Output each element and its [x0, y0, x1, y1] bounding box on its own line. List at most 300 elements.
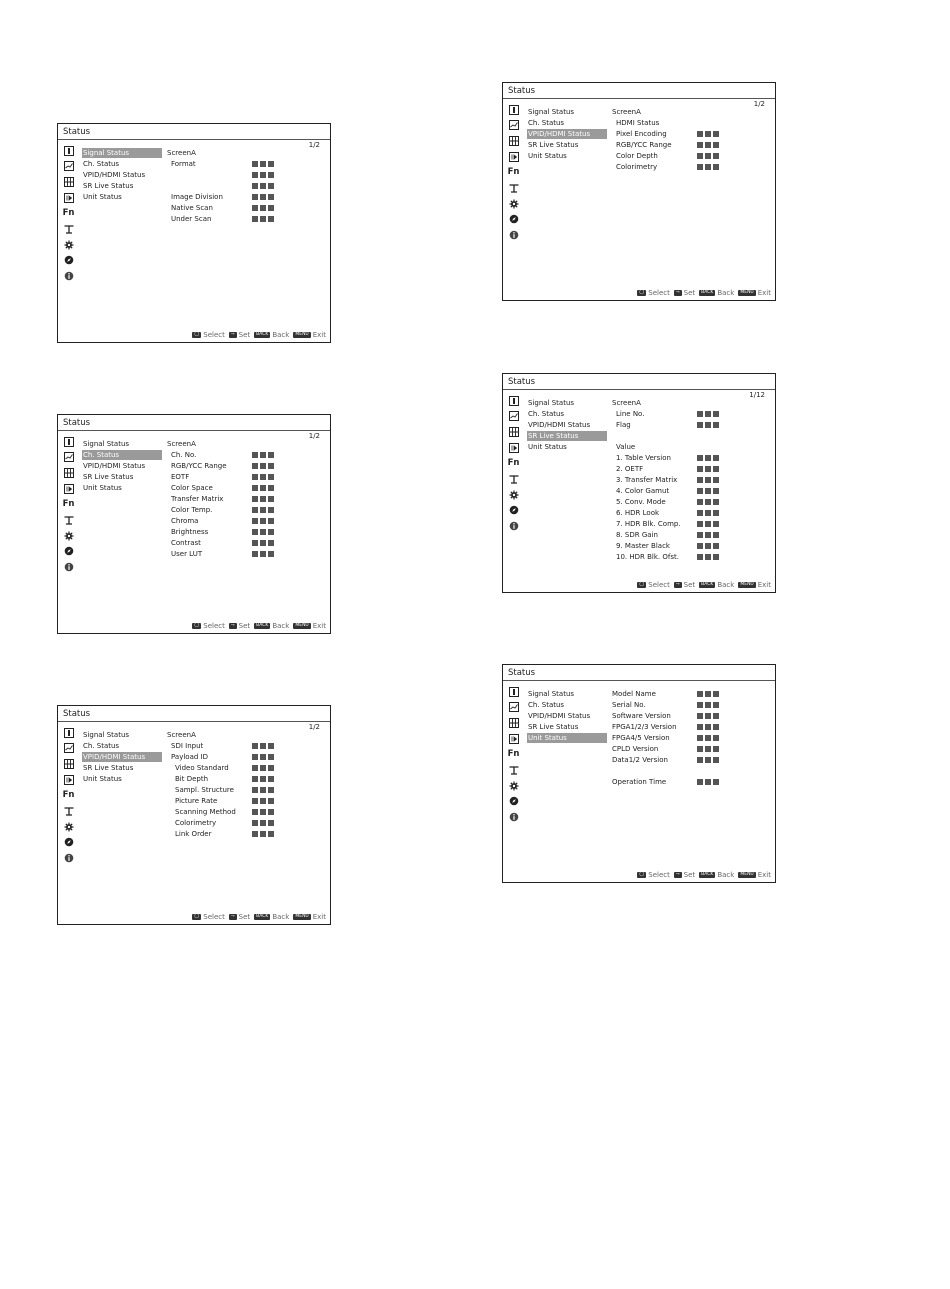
row-label: 5. Conv. Mode: [616, 498, 666, 506]
row-heading: FPGA1/2/3 Version: [612, 723, 677, 731]
picture-icon[interactable]: [63, 436, 74, 447]
menu-item[interactable]: SR Live Status: [527, 431, 607, 441]
value-block: [252, 540, 258, 546]
value-block: [260, 496, 266, 502]
waveform-icon[interactable]: [63, 451, 74, 462]
set-key-icon: ⊸: [675, 872, 680, 877]
exit-hint[interactable]: [293, 622, 326, 630]
back-key-icon: BACK: [256, 332, 269, 337]
menu-item[interactable]: Ch. Status: [83, 742, 120, 750]
value-placeholder: [252, 743, 274, 749]
select-label: Select: [648, 581, 670, 589]
value-block: [260, 765, 266, 771]
title-divider: [58, 721, 330, 722]
exit-hint[interactable]: [738, 581, 771, 589]
row-label: 10. HDR Blk. Ofst.: [616, 553, 679, 561]
menu-item[interactable]: SR Live Status: [528, 723, 579, 731]
compass-icon[interactable]: [508, 213, 519, 224]
set-hint[interactable]: [674, 289, 695, 297]
panel-title: Status: [508, 377, 536, 387]
value-placeholder: [252, 529, 274, 535]
value-block: [268, 754, 274, 760]
value-block: [697, 142, 703, 148]
value-block: [268, 496, 274, 502]
value-block: [252, 194, 258, 200]
row-label: SDI Input: [171, 742, 204, 750]
input-icon[interactable]: [508, 442, 519, 453]
exit-key-icon: MENU: [740, 582, 754, 587]
value-block: [268, 798, 274, 804]
value-block: [260, 551, 266, 557]
value-block: [260, 183, 266, 189]
value-block: [705, 543, 711, 549]
info-icon[interactable]: [508, 520, 519, 531]
value-block: [713, 713, 719, 719]
set-key-icon: ⊸: [675, 582, 680, 587]
value-placeholder: [697, 142, 719, 148]
value-block: [713, 455, 719, 461]
value-block: [252, 216, 258, 222]
value-block: [252, 776, 258, 782]
row-label: User LUT: [171, 550, 203, 558]
value-block: [713, 131, 719, 137]
select-hint[interactable]: [637, 871, 670, 879]
value-block: [713, 702, 719, 708]
status-panel-vpid-sdi: [57, 705, 331, 925]
info-icon[interactable]: [508, 811, 519, 822]
value-block: [713, 142, 719, 148]
exit-hint[interactable]: [738, 871, 771, 879]
gear-icon[interactable]: [508, 198, 519, 209]
select-key-icon: ◯: [194, 332, 200, 337]
input-icon[interactable]: [63, 774, 74, 785]
row-label: Picture Rate: [175, 797, 218, 805]
value-block: [705, 746, 711, 752]
exit-hint[interactable]: [293, 913, 326, 921]
back-hint[interactable]: [699, 871, 734, 879]
function-icon[interactable]: [63, 498, 74, 509]
picture-icon[interactable]: [63, 727, 74, 738]
row-label: Flag: [616, 421, 631, 429]
set-label: Set: [683, 289, 696, 297]
value-block: [713, 779, 719, 785]
value-placeholder: [252, 216, 274, 222]
select-hint[interactable]: [192, 622, 225, 630]
value-block: [252, 485, 258, 491]
grid-icon[interactable]: [63, 176, 74, 187]
value-placeholder: [697, 702, 719, 708]
function-icon[interactable]: [63, 207, 74, 218]
value-block: [260, 507, 266, 513]
value-block: [705, 477, 711, 483]
back-label: Back: [272, 913, 290, 921]
value-placeholder: [697, 131, 719, 137]
value-block: [252, 205, 258, 211]
select-hint[interactable]: [192, 331, 225, 339]
set-hint[interactable]: [674, 581, 695, 589]
input-icon[interactable]: [63, 192, 74, 203]
menu-item[interactable]: Signal Status: [83, 731, 130, 739]
gear-icon[interactable]: [63, 239, 74, 250]
value-block: [260, 529, 266, 535]
value-block: [252, 183, 258, 189]
back-hint[interactable]: [699, 581, 734, 589]
value-block: [268, 183, 274, 189]
marker-icon[interactable]: [508, 182, 519, 193]
value-block: [260, 452, 266, 458]
info-icon[interactable]: [508, 229, 519, 240]
marker-icon[interactable]: [63, 514, 74, 525]
title-divider: [503, 389, 775, 390]
value-block: [705, 142, 711, 148]
menu-item[interactable]: Ch. Status: [82, 450, 162, 460]
waveform-icon[interactable]: [508, 410, 519, 421]
status-panel-unit: [502, 664, 776, 883]
menu-item[interactable]: VPID/HDMI Status: [83, 462, 146, 470]
function-icon-label: Fn: [507, 166, 520, 177]
menu-item[interactable]: SR Live Status: [83, 182, 134, 190]
function-icon[interactable]: [508, 457, 519, 468]
value-block: [705, 153, 711, 159]
menu-item[interactable]: Signal Status: [82, 148, 162, 158]
value-block: [260, 820, 266, 826]
value-placeholder: [252, 463, 274, 469]
exit-label: Exit: [757, 289, 771, 297]
select-key-icon: ◯: [639, 872, 645, 877]
info-icon[interactable]: [63, 561, 74, 572]
value-block: [713, 724, 719, 730]
select-key-icon: ◯: [194, 914, 200, 919]
menu-item[interactable]: Signal Status: [528, 108, 575, 116]
value-block: [705, 757, 711, 763]
value-block: [713, 466, 719, 472]
value-block: [705, 455, 711, 461]
value-placeholder: [252, 754, 274, 760]
compass-icon[interactable]: [508, 504, 519, 515]
waveform-icon[interactable]: [63, 742, 74, 753]
select-key-icon: ◯: [194, 623, 200, 628]
back-hint[interactable]: [254, 913, 289, 921]
back-key-icon: BACK: [256, 623, 269, 628]
gear-icon[interactable]: [508, 780, 519, 791]
function-icon[interactable]: [508, 166, 519, 177]
value-placeholder: [252, 205, 274, 211]
value-block: [713, 422, 719, 428]
panel-title: Status: [508, 86, 536, 96]
value-block: [268, 776, 274, 782]
row-label: Native Scan: [171, 204, 213, 212]
exit-hint[interactable]: [738, 289, 771, 297]
value-block: [260, 518, 266, 524]
value-block: [713, 746, 719, 752]
menu-item[interactable]: VPID/HDMI Status: [82, 752, 162, 762]
grid-icon[interactable]: [63, 467, 74, 478]
status-panel-ch: [57, 414, 331, 634]
grid-icon[interactable]: [508, 426, 519, 437]
grid-icon[interactable]: [508, 717, 519, 728]
row-heading: ScreenA: [167, 440, 196, 448]
menu-item[interactable]: Ch. Status: [528, 119, 565, 127]
menu-item[interactable]: Ch. Status: [528, 701, 565, 709]
menu-item[interactable]: SR Live Status: [528, 141, 579, 149]
value-block: [713, 521, 719, 527]
back-label: Back: [717, 871, 735, 879]
menu-item[interactable]: Signal Status: [83, 440, 130, 448]
value-block: [713, 477, 719, 483]
waveform-icon[interactable]: [508, 701, 519, 712]
grid-icon[interactable]: [63, 758, 74, 769]
menu-item[interactable]: VPID/HDMI Status: [528, 421, 591, 429]
menu-item[interactable]: Signal Status: [528, 399, 575, 407]
row-label: RGB/YCC Range: [171, 462, 227, 470]
info-icon[interactable]: [63, 852, 74, 863]
value-placeholder: [252, 787, 274, 793]
value-block: [705, 691, 711, 697]
value-block: [252, 507, 258, 513]
value-block: [697, 702, 703, 708]
menu-item[interactable]: VPID/HDMI Status: [83, 171, 146, 179]
value-block: [268, 540, 274, 546]
compass-icon[interactable]: [63, 254, 74, 265]
menu-item[interactable]: Ch. Status: [528, 410, 565, 418]
back-label: Back: [717, 581, 735, 589]
value-block: [268, 485, 274, 491]
value-block: [697, 713, 703, 719]
row-heading: ScreenA: [612, 399, 641, 407]
row-label: Scanning Method: [175, 808, 236, 816]
menu-item[interactable]: Unit Status: [528, 152, 567, 160]
value-placeholder: [697, 455, 719, 461]
value-block: [252, 754, 258, 760]
menu-item[interactable]: Unit Status: [527, 733, 607, 743]
value-placeholder: [697, 164, 719, 170]
back-hint[interactable]: [254, 331, 289, 339]
value-placeholder: [252, 496, 274, 502]
value-block: [705, 164, 711, 170]
row-label: HDMI Status: [616, 119, 660, 127]
value-block: [260, 194, 266, 200]
row-label: Chroma: [171, 517, 199, 525]
set-hint[interactable]: [229, 913, 250, 921]
row-heading: ScreenA: [167, 149, 196, 157]
exit-hint[interactable]: [293, 331, 326, 339]
value-block: [260, 809, 266, 815]
menu-item[interactable]: Unit Status: [83, 193, 122, 201]
menu-item[interactable]: VPID/HDMI Status: [528, 712, 591, 720]
input-icon[interactable]: [63, 483, 74, 494]
set-label: Set: [238, 913, 251, 921]
value-block: [697, 477, 703, 483]
value-placeholder: [252, 765, 274, 771]
value-block: [713, 510, 719, 516]
marker-icon[interactable]: [508, 764, 519, 775]
set-hint[interactable]: [229, 622, 250, 630]
row-heading: Serial No.: [612, 701, 646, 709]
footer-keys: [192, 622, 326, 630]
value-block: [268, 809, 274, 815]
row-label: Format: [171, 160, 196, 168]
value-block: [268, 161, 274, 167]
value-placeholder: [697, 779, 719, 785]
value-placeholder: [252, 172, 274, 178]
row-label: 2. OETF: [616, 465, 644, 473]
row-label: Color Depth: [616, 152, 658, 160]
value-block: [697, 691, 703, 697]
picture-icon[interactable]: [508, 395, 519, 406]
row-label: Sampl. Structure: [175, 786, 234, 794]
value-block: [697, 735, 703, 741]
value-block: [252, 518, 258, 524]
status-panel-vpid-hdmi: [502, 82, 776, 301]
value-placeholder: [697, 543, 719, 549]
row-label: Image Division: [171, 193, 223, 201]
marker-icon[interactable]: [508, 473, 519, 484]
value-block: [697, 532, 703, 538]
row-label: Color Temp.: [171, 506, 213, 514]
picture-icon[interactable]: [508, 686, 519, 697]
value-placeholder: [697, 554, 719, 560]
value-block: [697, 153, 703, 159]
compass-icon[interactable]: [63, 545, 74, 556]
input-icon[interactable]: [508, 151, 519, 162]
row-label: 6. HDR Look: [616, 509, 660, 517]
row-label: Line No.: [616, 410, 645, 418]
menu-item[interactable]: SR Live Status: [83, 764, 134, 772]
menu-item[interactable]: Unit Status: [83, 775, 122, 783]
info-icon[interactable]: [63, 270, 74, 281]
select-hint[interactable]: [637, 289, 670, 297]
menu-item[interactable]: Unit Status: [83, 484, 122, 492]
gear-icon[interactable]: [63, 821, 74, 832]
function-icon-label: Fn: [62, 207, 75, 218]
value-block: [260, 540, 266, 546]
waveform-icon[interactable]: [63, 160, 74, 171]
exit-key-icon: MENU: [295, 623, 309, 628]
row-heading: Operation Time: [612, 778, 667, 786]
exit-key-icon: MENU: [740, 290, 754, 295]
value-block: [713, 543, 719, 549]
value-placeholder: [697, 422, 719, 428]
value-block: [260, 743, 266, 749]
exit-label: Exit: [312, 331, 326, 339]
value-placeholder: [697, 691, 719, 697]
set-hint[interactable]: [674, 871, 695, 879]
menu-item[interactable]: Signal Status: [528, 690, 575, 698]
value-block: [260, 787, 266, 793]
function-icon[interactable]: [508, 748, 519, 759]
waveform-icon[interactable]: [508, 119, 519, 130]
row-label: 1. Table Version: [616, 454, 671, 462]
menu-item[interactable]: VPID/HDMI Status: [527, 129, 607, 139]
value-block: [252, 172, 258, 178]
exit-key-icon: MENU: [295, 332, 309, 337]
back-hint[interactable]: [254, 622, 289, 630]
value-placeholder: [252, 809, 274, 815]
value-placeholder: [697, 466, 719, 472]
value-placeholder: [697, 521, 719, 527]
gear-icon[interactable]: [508, 489, 519, 500]
menu-item[interactable]: Ch. Status: [83, 160, 120, 168]
value-block: [713, 488, 719, 494]
value-block: [713, 735, 719, 741]
value-block: [260, 776, 266, 782]
value-block: [252, 551, 258, 557]
select-label: Select: [648, 289, 670, 297]
select-hint[interactable]: [637, 581, 670, 589]
row-heading: ScreenA: [612, 108, 641, 116]
value-block: [697, 554, 703, 560]
page-indicator: 1/2: [308, 141, 320, 149]
function-icon[interactable]: [63, 789, 74, 800]
picture-icon[interactable]: [508, 104, 519, 115]
value-block: [697, 779, 703, 785]
row-label: Payload ID: [171, 753, 208, 761]
row-label: Video Standard: [175, 764, 229, 772]
value-block: [697, 543, 703, 549]
value-block: [697, 510, 703, 516]
exit-key-icon: MENU: [295, 914, 309, 919]
input-icon[interactable]: [508, 733, 519, 744]
value-placeholder: [697, 153, 719, 159]
value-block: [697, 164, 703, 170]
value-placeholder: [697, 477, 719, 483]
select-hint[interactable]: [192, 913, 225, 921]
value-block: [705, 713, 711, 719]
back-hint[interactable]: [699, 289, 734, 297]
row-heading: Model Name: [612, 690, 656, 698]
value-block: [705, 702, 711, 708]
row-label: 8. SDR Gain: [616, 531, 658, 539]
value-block: [252, 798, 258, 804]
set-hint[interactable]: [229, 331, 250, 339]
set-key-icon: ⊸: [675, 290, 680, 295]
value-block: [268, 194, 274, 200]
row-label: Contrast: [171, 539, 201, 547]
value-block: [268, 831, 274, 837]
value-block: [705, 532, 711, 538]
value-block: [268, 507, 274, 513]
value-block: [268, 551, 274, 557]
row-heading: CPLD Version: [612, 745, 659, 753]
value-block: [697, 521, 703, 527]
compass-icon[interactable]: [508, 795, 519, 806]
panel-title: Status: [63, 709, 91, 719]
marker-icon[interactable]: [63, 223, 74, 234]
select-key-icon: ◯: [639, 290, 645, 295]
select-label: Select: [203, 622, 225, 630]
back-key-icon: BACK: [256, 914, 269, 919]
compass-icon[interactable]: [63, 836, 74, 847]
value-block: [713, 411, 719, 417]
function-icon-label: Fn: [62, 498, 75, 509]
value-block: [705, 779, 711, 785]
value-block: [252, 787, 258, 793]
value-block: [697, 131, 703, 137]
menu-item[interactable]: Unit Status: [528, 443, 567, 451]
grid-icon[interactable]: [508, 135, 519, 146]
marker-icon[interactable]: [63, 805, 74, 816]
value-block: [268, 463, 274, 469]
menu-item[interactable]: SR Live Status: [83, 473, 134, 481]
value-placeholder: [252, 452, 274, 458]
gear-icon[interactable]: [63, 530, 74, 541]
value-block: [252, 161, 258, 167]
picture-icon[interactable]: [63, 145, 74, 156]
set-label: Set: [683, 871, 696, 879]
row-label: 9. Master Black: [616, 542, 670, 550]
set-key-icon: ⊸: [230, 623, 235, 628]
row-label: Pixel Encoding: [616, 130, 667, 138]
